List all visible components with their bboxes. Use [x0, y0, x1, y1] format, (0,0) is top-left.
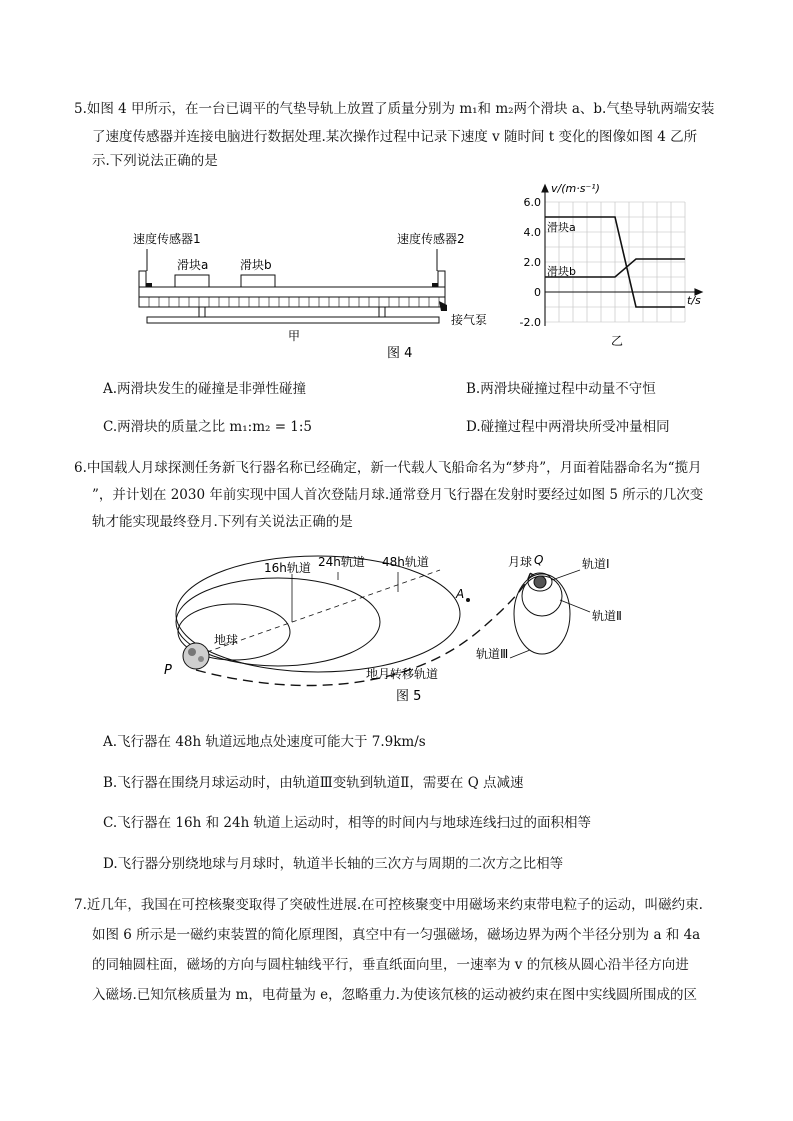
orbit-48h: [176, 556, 460, 672]
figure4-caption: 图 4: [387, 346, 413, 361]
y-axis-label: v/(m·s⁻¹): [551, 182, 600, 195]
slider-a-label: 滑块a: [177, 258, 209, 272]
point-p-label: P: [164, 663, 172, 678]
orbit-16h-label: 16h轨道: [264, 561, 311, 575]
y-tick-label: -2.0: [519, 316, 541, 329]
q7-stem-line2: 如图 6 所示是一磁约束装置的简化原理图，真空中有一匀强磁场，磁场边界为两个半径分别为 a 和 4a: [92, 927, 701, 943]
q6-stem-line2: ”，并计划在 2030 年前实现中国人首次登陆月球.通常登月飞行器在发射时要经过如图 5 所示的几次变: [92, 487, 704, 503]
q5-stem-line2: 了速度传感器并连接电脑进行数据处理.某次操作过程中记录下速度 v 随时间 t 变化的图像如图 4 乙所: [92, 129, 698, 145]
y-tick-label: 2.0: [523, 256, 541, 269]
sensor2-label: 速度传感器2: [397, 232, 465, 246]
q5-option-c: C.两滑块的质量之比 m₁:m₂ = 1:5: [103, 419, 313, 435]
point-a-label: A: [456, 587, 465, 601]
q7-stem-line3: 的同轴圆柱面，磁场的方向与圆柱轴线平行，垂直纸面向里，一速率为 v 的氘核从圆心沿半径方向进: [92, 957, 689, 973]
slider-b: [241, 275, 275, 287]
figure-jia-label: 甲: [288, 329, 301, 343]
series-a-label: 滑块a: [547, 221, 576, 234]
figure5-caption: 图 5: [396, 689, 422, 704]
orbit-figure: [150, 540, 670, 710]
q6-option-a: A.飞行器在 48h 轨道远地点处速度可能大于 7.9km/s: [103, 734, 426, 750]
q6-option-d: D.飞行器分别绕地球与月球时，轨道半长轴的三次方与周期的二次方之比相等: [103, 856, 564, 872]
q5-stem-line3: 示.下列说法正确的是: [92, 153, 218, 169]
y-axis-arrow: [542, 185, 548, 192]
q6-stem-line3: 轨才能实现最终登月.下列有关说法正确的是: [92, 514, 353, 530]
air-track-figure: [125, 225, 488, 365]
q5-stem-line1: 5.如图 4 甲所示，在一台已调平的气垫导轨上放置了质量分别为 m₁和 m₂两个滑块 a、b.气垫导轨两端安装: [74, 101, 715, 117]
y-tick-label: 4.0: [523, 226, 541, 239]
point-q-label: Q: [534, 553, 544, 567]
orbit-3-label: 轨道Ⅲ: [476, 647, 509, 661]
series-b-label: 滑块b: [547, 265, 576, 278]
slider-a: [175, 275, 209, 287]
vt-chart: [515, 180, 715, 348]
q7-stem-line1: 7.近几年，我国在可控核聚变取得了突破性进展.在可控核聚变中用磁场来约束带电粒子的运动，叫磁约束.: [74, 897, 703, 913]
q6-stem-line1: 6.中国载人月球探测任务新飞行器名称已经确定，新一代载人飞船命名为“梦舟”，月面着陆器命名为“揽月: [74, 460, 702, 476]
figure-yi-label: 乙: [611, 334, 624, 348]
q5-option-a: A.两滑块发生的碰撞是非弹性碰撞: [103, 381, 307, 397]
earth-label: 地球: [214, 633, 239, 647]
q5-option-b: B.两滑块碰撞过程中动量不守恒: [466, 381, 656, 397]
y-tick-label: 6.0: [523, 196, 541, 209]
moon-label: 月球: [508, 555, 533, 569]
q6-option-b: B.飞行器在围绕月球运动时，由轨道Ⅲ变轨到轨道Ⅱ，需要在 Q 点减速: [103, 775, 524, 791]
orbit-48h-label: 48h轨道: [382, 555, 429, 569]
pump-label: 接气泵: [451, 313, 488, 327]
q6-option-c: C.飞行器在 16h 和 24h 轨道上运动时，相等的时间内与地球连线扫过的面积相等: [103, 815, 592, 831]
moon: [534, 576, 546, 588]
earth: [183, 643, 209, 669]
transfer-orbit-label: 地月转移轨道: [366, 667, 439, 681]
orbit-1-label: 轨道Ⅰ: [582, 557, 610, 571]
q7-stem-line4: 入磁场.已知氘核质量为 m，电荷量为 e，忽略重力.为使该氘核的运动被约束在图中实线圆所围成的区: [92, 987, 697, 1003]
orbit-2-label: 轨道Ⅱ: [592, 609, 622, 623]
y-tick-label: 0: [534, 286, 541, 299]
q5-option-d: D.碰撞过程中两滑块所受冲量相同: [466, 419, 670, 435]
slider-b-label: 滑块b: [240, 258, 272, 272]
sensor1-label: 速度传感器1: [133, 232, 201, 246]
orbit-24h-label: 24h轨道: [318, 555, 365, 569]
x-axis-label: t/s: [687, 294, 701, 307]
